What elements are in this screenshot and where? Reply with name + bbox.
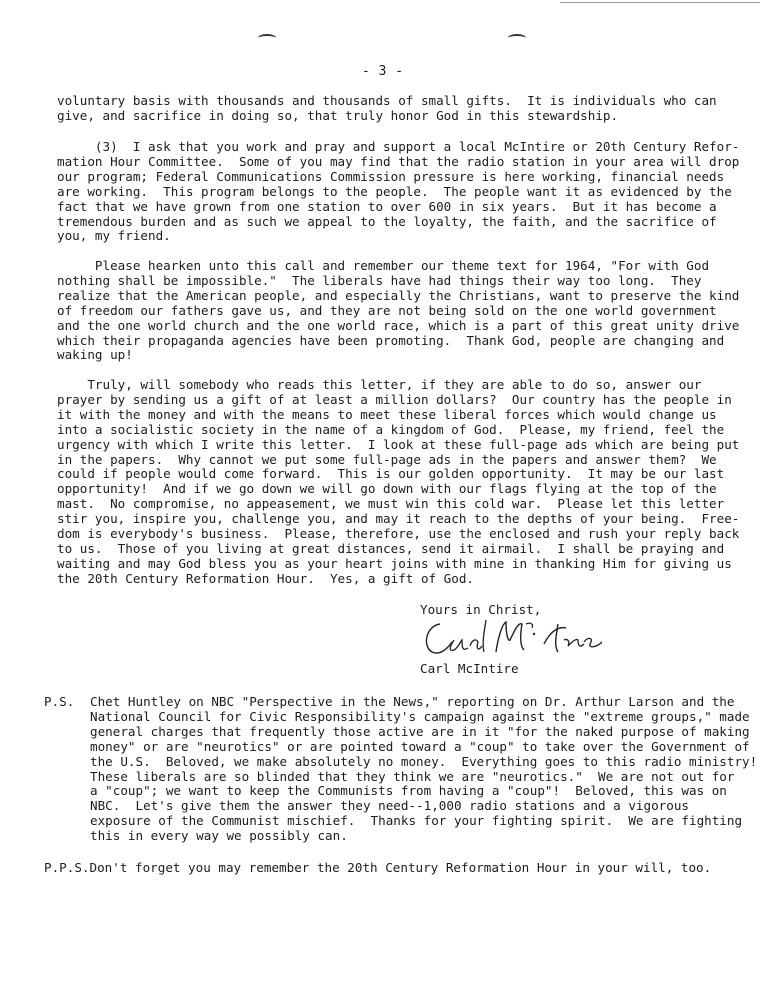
handwritten-signature xyxy=(418,612,608,662)
ps-text: Chet Huntley on NBC "Perspective in the News," reporting on Dr. Arthur Larson and the National Council for Civic Responsibility's campaign against the "extreme groups," made general charges that frequently those active are in it "for the naked purpose of making money" or are "neurotics" or are pointed toward a "coup" to take over the Government of the U.S. Beloved, we make absolutely no money. Everything goes to this radio ministry! These liberals are so blinded that they think we are "neurotics." We are not out for a "coup"; we want to keep the Communists from having a "coup"! Beloved, this was on NBC. Let's give them the answer they need--1,000 radio stations and a vigorous exposure of the Communist mischief. Thanks for your fighting spirit. We are fighting this in every way we possibly can. xyxy=(90,694,758,844)
pps-text: P.P.S.Don't forget you may remember the 20th Century Reformation Hour in your will, too. xyxy=(44,860,712,875)
scan-mark-right xyxy=(508,34,526,42)
signature-name: Carl McIntire xyxy=(420,661,519,676)
page-number: - 3 - xyxy=(362,64,404,79)
paragraph-stewardship: voluntary basis with thousands and thousands of small gifts. It is individuals who can give, and sacrifice in doing so, that truly honor God in this stewardship. xyxy=(57,93,717,123)
paragraph-million-dollars: Truly, will somebody who reads this letter, if they are able to do so, answer our prayer by sending us a gift of at least a million dollars? Our country has the people in it with the money and with the means to meet these liberal forces which would change us into a socialistic society in the name of a kingdom of God. Please, my friend, feel the urgency with which I write this letter. I look at these full-page ads which are being put in the papers. Why cannot we put some full-page ads in the papers and answer them? We could if people would come forward. This is our golden opportunity. It may be our last opportunity! And if we go down we will go down with our flags flying at the top of the mast. No compromise, no appeasement, we must win this cold war. Please let this letter stir you, inspire you, challenge you, and may it reach to the depths of your being. Free- dom is everybody's business. Please, therefore, use the enclosed and rush your reply back to us. Those of you living at great distances, send it airmail. I shall be praying and waiting and may God bless you as your heart joins with mine in thanking Him for giving us the 20th Century Reformation Hour. Yes, a gift of God. xyxy=(57,377,740,586)
scan-artifact-line xyxy=(560,2,760,3)
closing-salutation: Yours in Christ, xyxy=(420,602,542,617)
paragraph-committee: (3) I ask that you work and pray and support a local McIntire or 20th Century Refor- mation Hour Committee. Some of you may find that the radio station in your area will drop our program; Federal Communications Commission pressure is here working, financial needs are working. This program belongs to the people. The people want it as evidenced by the fact that we have grown from one station to over 600 in six years. But it has become a tremendous burden and as such we appeal to the loyalty, the faith, and the sacrifice of you, my friend. xyxy=(57,139,740,244)
scan-mark-left xyxy=(258,34,276,42)
paragraph-theme-text: Please hearken unto this call and remember our theme text for 1964, "For with God nothing shall be impossible." The liberals have had things their way too long. They realize that the American people, and especially the Christians, want to preserve the kind of freedom our fathers gave us, and they are not being sold on the one world government and the one world church and the one world race, which is a part of this great unity drive which their propaganda agencies have been promoting. Thank God, people are changing and waking up! xyxy=(57,258,740,363)
ps-label: P.S. xyxy=(44,694,75,709)
